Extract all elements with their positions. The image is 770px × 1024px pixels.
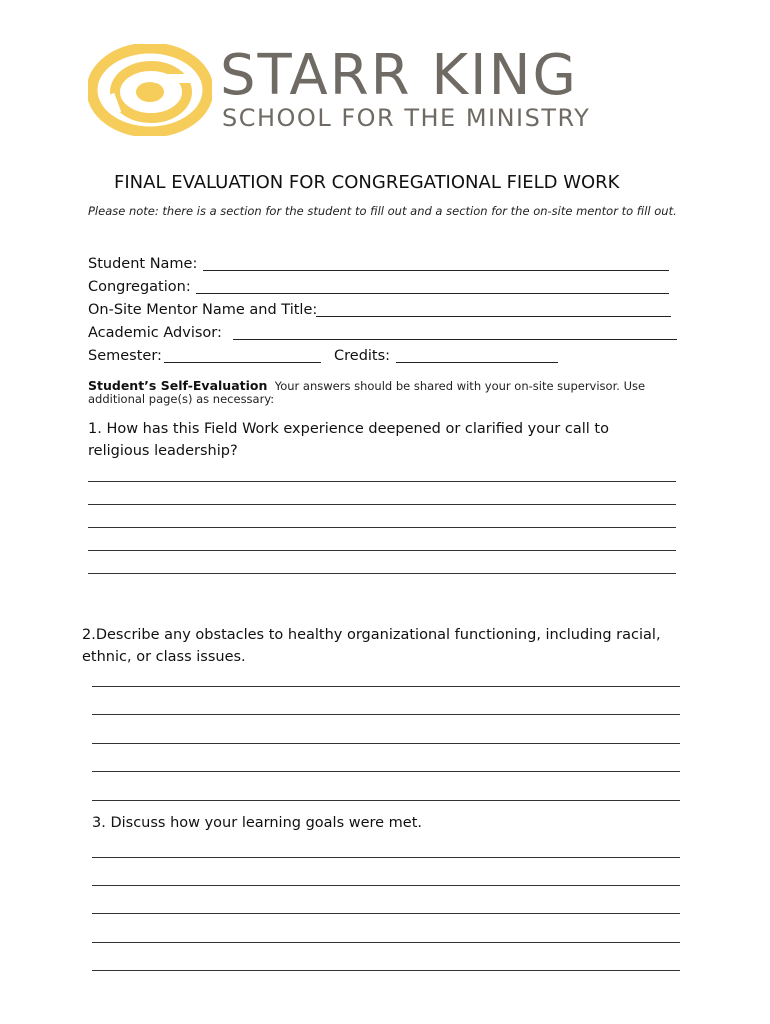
answer-line[interactable] (88, 527, 676, 528)
answer-line[interactable] (88, 573, 676, 574)
form-note: Please note: there is a section for the student to fill out and a section for the on-site mentor to fill out. (88, 204, 677, 218)
self-evaluation-heading: Student’s Self-Evaluation (88, 378, 268, 393)
answer-line[interactable] (92, 913, 680, 914)
answer-line[interactable] (92, 857, 680, 858)
answer-line[interactable] (92, 970, 680, 971)
answer-line[interactable] (88, 550, 676, 551)
brand-name: STARR KING (220, 43, 578, 108)
answer-line[interactable] (92, 942, 680, 943)
question-2: 2.Describe any obstacles to healthy organizational functioning, including racial, ethnic, or class issues. (82, 627, 661, 665)
answer-line[interactable] (92, 686, 680, 687)
answer-line[interactable] (92, 771, 680, 772)
question-3: 3. Discuss how your learning goals were met. (92, 815, 423, 831)
answer-line[interactable] (92, 714, 680, 715)
student-name-line[interactable] (203, 270, 669, 271)
self-evaluation-instructions: Your answers should be shared with your on-site supervisor. Use additional page(s) as necessary: (88, 379, 646, 406)
self-evaluation-header (88, 379, 688, 406)
semester-label: Semester: (88, 348, 162, 364)
answer-line[interactable] (92, 800, 680, 801)
semester-line[interactable] (164, 362, 321, 363)
mentor-line[interactable] (316, 316, 671, 317)
spiral-logo-icon (88, 44, 212, 136)
answer-line[interactable] (88, 504, 676, 505)
mentor-label: On-Site Mentor Name and Title: (88, 302, 318, 318)
form-title: FINAL EVALUATION FOR CONGREGATIONAL FIELD WORK (114, 172, 620, 193)
credits-label: Credits: (334, 348, 391, 364)
answer-line[interactable] (92, 743, 680, 744)
question-1: 1. How has this Field Work experience deepened or clarified your call to religious leadership? (88, 421, 609, 459)
answer-line[interactable] (92, 885, 680, 886)
answer-line[interactable] (88, 481, 676, 482)
brand-subtitle: SCHOOL FOR THE MINISTRY (222, 104, 591, 132)
advisor-label: Academic Advisor: (88, 325, 222, 341)
congregation-label: Congregation: (88, 279, 191, 295)
student-name-label: Student Name: (88, 256, 198, 272)
congregation-line[interactable] (196, 293, 669, 294)
credits-line[interactable] (396, 362, 558, 363)
advisor-line[interactable] (233, 339, 677, 340)
